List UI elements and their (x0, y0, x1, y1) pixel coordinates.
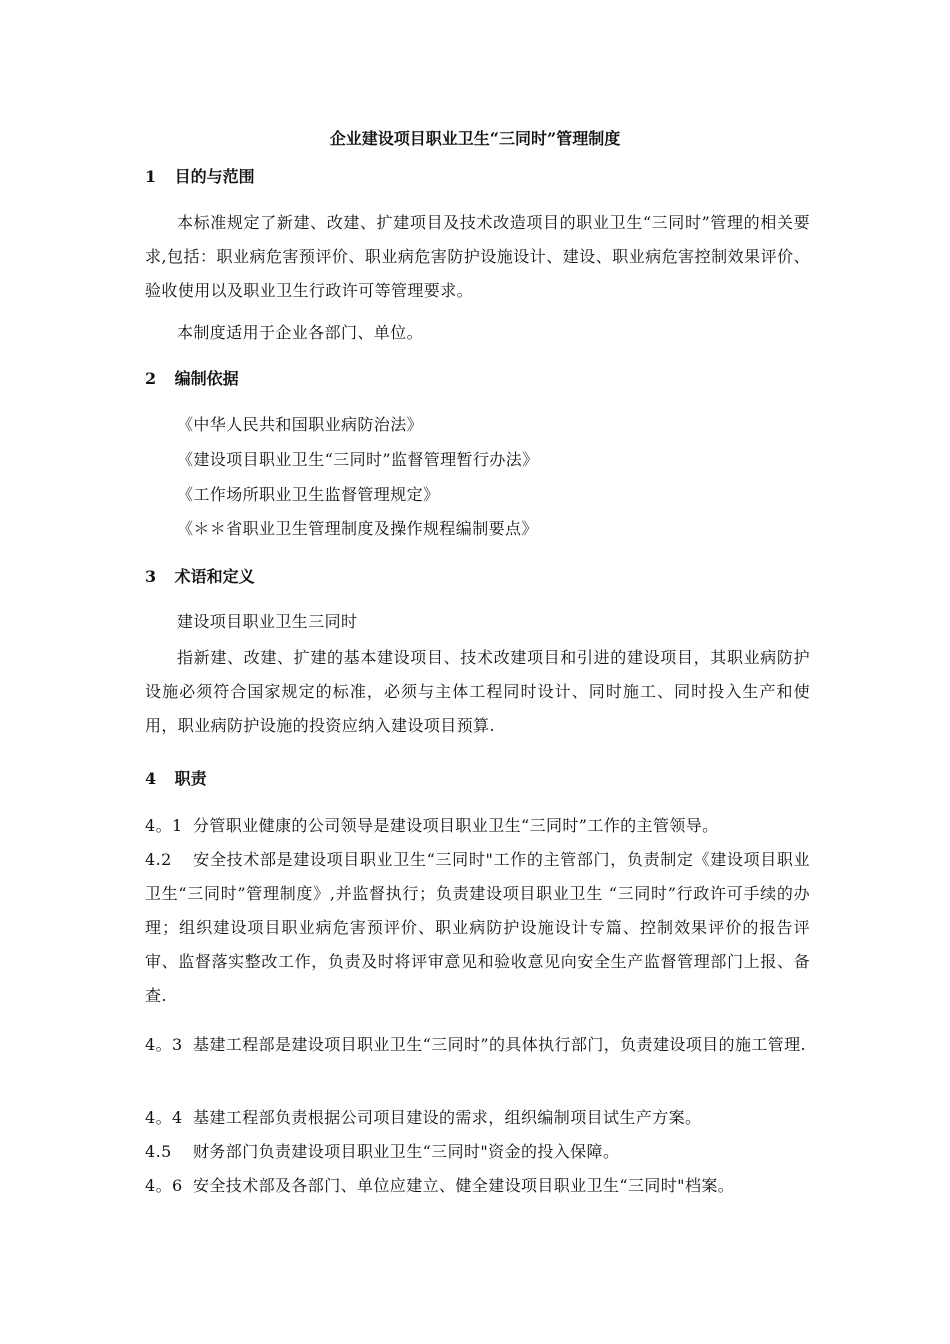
term-name: 建设项目职业卫生三同时 (177, 612, 358, 631)
duty-item (145, 1135, 810, 1169)
duty-item-number: 4。1 (145, 816, 183, 835)
section-1-paragraph-scope: 本标准规定了新建、改建、扩建项目及技术改造项目的职业卫生“三同时”管理的相关要求,包括：职业病危害预评价、职业病危害防护设施设计、建设、职业病危害控制效果评价、验收使用以及职业卫生行政许可等管理要求。 (145, 213, 810, 300)
section-4-title: 职责 (174, 769, 207, 788)
section-1-title: 目的与范围 (174, 167, 255, 186)
duty-item-text: 基建工程部是建设项目职业卫生“三同时”的具体执行部门，负责建设项目的施工管理. (193, 1035, 807, 1054)
duty-item (145, 1169, 810, 1203)
section-4-number: 4 (145, 769, 157, 788)
duty-item-number: 4.5 (145, 1142, 172, 1161)
reference-item: 《工作场所职业卫生监督管理规定》 (177, 485, 440, 504)
reference-item: 《＊＊省职业卫生管理制度及操作规程编制要点》 (177, 519, 538, 538)
reference-item: 《建设项目职业卫生“三同时”监督管理暂行办法》 (177, 450, 539, 469)
section-2-title: 编制依据 (174, 369, 239, 388)
duty-item (145, 1028, 810, 1062)
section-1-paragraph-applicability: 本制度适用于企业各部门、单位。 (177, 323, 424, 342)
duty-item (145, 1101, 810, 1135)
duty-item (145, 843, 810, 1013)
section-3-title: 术语和定义 (174, 567, 255, 586)
section-1-number: 1 (145, 167, 157, 186)
section-2-number: 2 (145, 369, 157, 388)
duty-item-text: 财务部门负责建设项目职业卫生“三同时"资金的投入保障。 (193, 1142, 620, 1161)
duty-item-text: 分管职业健康的公司领导是建设项目职业卫生“三同时”工作的主管领导。 (193, 816, 719, 835)
section-2-heading (145, 368, 239, 390)
duty-item-number: 4.2 (145, 850, 172, 869)
term-definition: 指新建、改建、扩建的基本建设项目、技术改建项目和引进的建设项目，其职业病防护设施必须符合国家规定的标准，必须与主体工程同时设计、同时施工、同时投入生产和使用，职业病防护设施的投资应纳入建设项目预算. (145, 648, 810, 735)
duty-item-text: 安全技术部及各部门、单位应建立、健全建设项目职业卫生“三同时"档案。 (193, 1176, 735, 1195)
duty-item-number: 4。4 (145, 1108, 183, 1127)
duty-item-text: 安全技术部是建设项目职业卫生“三同时"工作的主管部门，负责制定《建设项目职业卫生“三同时”管理制度》,并监督执行；负责建设项目职业卫生 “三同时”行政许可手续的办理；组织建设项目职业病危害预评价、职业病防护设施设计专篇、控制效果评价的报告评审、监督落实整改工作，负责及时将评审意见和验收意见向安全生产监督管理部门上报、备查. (145, 850, 810, 1005)
section-3-number: 3 (145, 567, 157, 586)
reference-item: 《中华人民共和国职业病防治法》 (177, 415, 424, 434)
section-3-heading (145, 566, 255, 588)
section-4-heading (145, 768, 207, 790)
section-1-heading (145, 166, 255, 188)
document-title: 企业建设项目职业卫生“三同时”管理制度 (329, 129, 621, 148)
duty-item-number: 4。3 (145, 1035, 183, 1054)
duty-item-text: 基建工程部负责根据公司项目建设的需求，组织编制项目试生产方案。 (193, 1108, 702, 1127)
duty-item (145, 809, 810, 843)
duty-item-number: 4。6 (145, 1176, 183, 1195)
